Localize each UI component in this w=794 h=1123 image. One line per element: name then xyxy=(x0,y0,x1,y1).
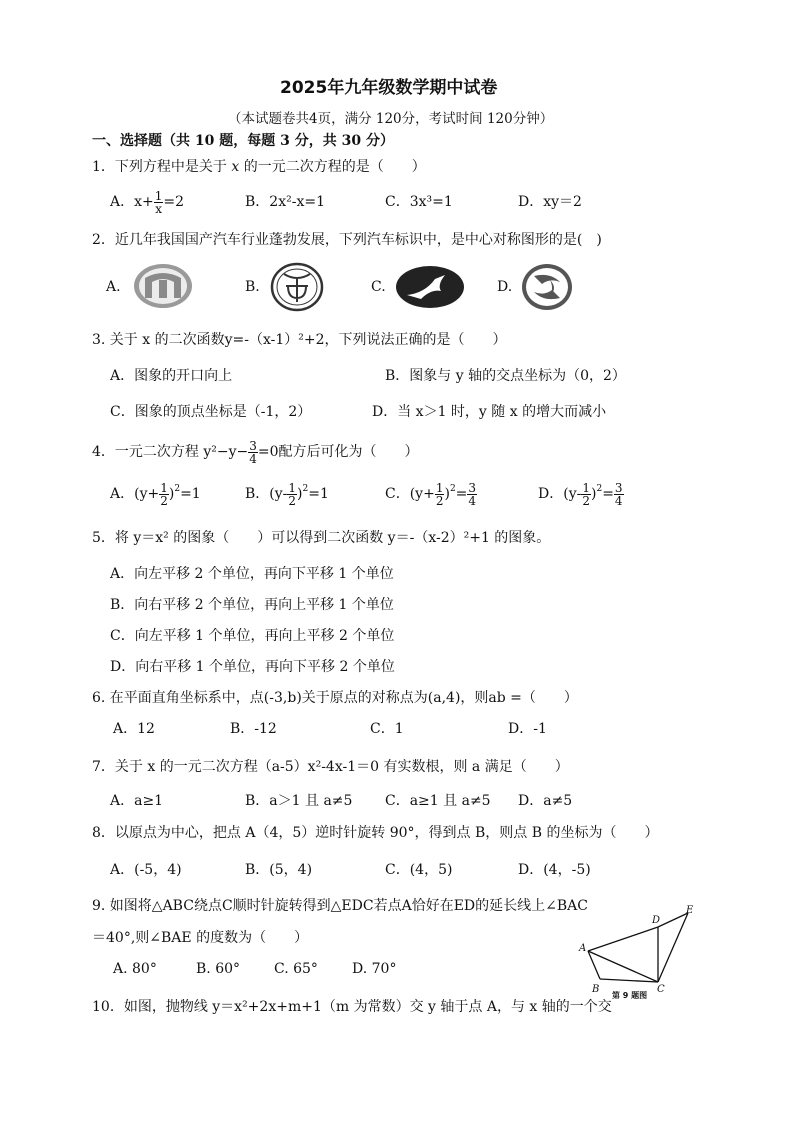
car-logo-a-icon xyxy=(133,262,193,310)
q8-option-b: B．(5，4) xyxy=(245,862,313,878)
q3-option-c: C．图象的顶点坐标是（-1，2） xyxy=(110,404,312,420)
car-logo-b-icon xyxy=(270,262,324,312)
q4-option-d: D．(y- $\frac{1}{2}$ )$^2$= $\frac{3}{4}$ xyxy=(538,480,623,508)
q8-option-d: D．(4，-5) xyxy=(518,862,591,878)
question-7-stem: 7．关于 x 的一元二次方程（a-5）x²-4x-1＝0 有实数根，则 a 满足（ ） xyxy=(92,759,569,775)
q3-option-b: B．图象与 y 轴的交点坐标为（0，2） xyxy=(385,368,626,384)
page-subtitle: （本试题卷共4页，满分 120分，考试时间 120分钟） xyxy=(228,111,554,127)
q6-option-a: A．12 xyxy=(113,721,155,737)
q4-option-a: A．(y+ $\frac{1}{2}$ )$^2$=1 xyxy=(110,480,201,508)
page-title: 2025年九年级数学期中试卷 xyxy=(280,78,498,98)
label-B: B xyxy=(592,984,600,995)
segment-EC xyxy=(658,913,688,982)
question-5-stem: 5．将 y＝x² 的图象（ ）可以得到二次函数 y＝-（x-2）²+1 的图象。 xyxy=(92,530,551,546)
q9-figure xyxy=(574,902,704,1004)
label-D: D xyxy=(652,915,661,926)
q7-option-d: D．a≠5 xyxy=(518,793,573,809)
q5-option-b: B．向右平移 2 个单位，再向上平移 1 个单位 xyxy=(110,597,394,613)
q9-option-a: A. 80° xyxy=(113,961,157,977)
q6-option-d: D．-1 xyxy=(508,721,547,737)
question-1-stem: 1．下列方程中是关于 x 的一元二次方程的是（ ） xyxy=(92,159,426,175)
q3-option-a: A．图象的开口向上 xyxy=(110,368,233,384)
q6-option-b: B．-12 xyxy=(230,721,277,737)
label-E: E xyxy=(686,905,694,916)
q9-option-d: D. 70° xyxy=(352,961,397,977)
label-C: C xyxy=(657,984,665,995)
q4-option-c: C．(y+ $\frac{1}{2}$ )$^2$= $\frac{3}{4}$ xyxy=(385,480,477,508)
label-A: A xyxy=(579,943,587,954)
q2-label-c: C. xyxy=(371,279,386,295)
q5-option-d: D．向右平移 1 个单位，再向下平移 2 个单位 xyxy=(110,659,395,675)
segment-AD xyxy=(588,927,658,951)
q2-label-d: D. xyxy=(497,279,513,295)
q2-label-b: B. xyxy=(245,279,260,295)
question-10-stem: 10．如图，抛物线 y＝x²+2x+m+1（m 为常数）交 y 轴于点 A，与 x 轴的一个交 xyxy=(92,999,612,1015)
q5-option-a: A．向左平移 2 个单位，再向下平移 1 个单位 xyxy=(110,566,394,582)
question-4-stem: 4．一元二次方程 y²−y− $\frac{3}{4}$ =0配方后可化为（ ） xyxy=(92,438,419,466)
section-heading: 一、选择题（共 10 题，每题 3 分，共 30 分） xyxy=(92,133,394,149)
q7-option-a: A．a≥1 xyxy=(110,793,164,809)
question-9-stem-line2: ＝40°,则∠BAE 的度数为（ ） xyxy=(92,930,309,946)
segment-AC xyxy=(588,951,658,982)
q6-option-c: C．1 xyxy=(370,721,404,737)
q1-option-a: A．x+ $\frac{1}{x}$ =2 xyxy=(110,188,185,216)
car-logo-d-icon xyxy=(520,262,574,312)
segment-BC xyxy=(600,979,658,982)
question-3-stem: 3. 关于 x 的二次函数y=-（x-1）²+2，下列说法正确的是（ ） xyxy=(92,332,507,348)
question-8-stem: 8．以原点为中心，把点 A（4，5）逆时针旋转 90°，得到点 B，则点 B 的坐标为（ ） xyxy=(92,825,659,841)
figure-caption: 第 9 题图 xyxy=(612,991,648,1000)
q7-option-c: C．a≥1 且 a≠5 xyxy=(385,793,491,809)
q9-option-c: C. 65° xyxy=(274,961,318,977)
q9-option-b: B. 60° xyxy=(196,961,241,977)
question-9-stem-line1: 9. 如图将△ABC绕点C顺时针旋转得到△EDC若点A恰好在ED的延长线上∠BAC xyxy=(92,898,588,914)
car-logo-c-icon xyxy=(395,265,465,309)
q3-option-d: D．当 x＞1 时，y 随 x 的增大而减小 xyxy=(372,404,607,420)
q8-option-c: C．(4，5) xyxy=(385,862,453,878)
q8-option-a: A．(-5，4) xyxy=(110,862,182,878)
q4-option-b: B．(y- $\frac{1}{2}$ )$^2$=1 xyxy=(245,480,329,508)
question-2-stem: 2．近几年我国国产汽车行业蓬勃发展，下列汽车标识中，是中心对称图形的是( ) xyxy=(92,232,602,248)
question-6-stem: 6. 在平面直角坐标系中，点(-3,b)关于原点的对称点为(a,4)，则ab =（ ） xyxy=(92,690,578,706)
q1-option-b: B．2x²-x=1 xyxy=(245,194,325,210)
q5-option-c: C．向左平移 1 个单位，再向上平移 2 个单位 xyxy=(110,628,395,644)
triangle-figure xyxy=(574,902,704,1004)
q7-option-b: B．a＞1 且 a≠5 xyxy=(245,793,353,809)
q2-label-a: A. xyxy=(106,279,121,295)
q1-option-d: D．xy＝2 xyxy=(518,194,582,210)
q1-option-c: C．3x³=1 xyxy=(385,194,453,210)
